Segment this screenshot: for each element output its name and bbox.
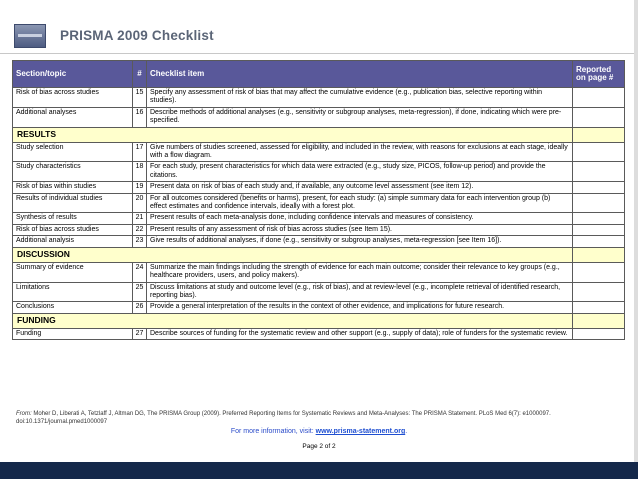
footer-bar <box>0 462 638 479</box>
section-row-funding <box>13 313 625 328</box>
row-reported-cell[interactable] <box>573 107 625 127</box>
table-row <box>13 236 625 247</box>
table-row <box>13 224 625 235</box>
row-section: Additional analyses <box>13 107 133 127</box>
section-row-discussion <box>13 247 625 262</box>
row-item: Give results of additional analyses, if done (e.g., sensitivity or subgroup analyses, meta-regression [see Item 16]). <box>147 236 573 247</box>
row-section: Limitations <box>13 282 133 302</box>
row-reported-cell[interactable] <box>573 88 625 108</box>
row-number: 22 <box>133 224 147 235</box>
prisma-logo-icon <box>14 24 46 48</box>
row-reported-cell[interactable] <box>573 142 625 162</box>
more-info-text: For more information, visit: <box>230 428 314 435</box>
page-title: PRISMA 2009 Checklist <box>60 28 214 43</box>
row-number: 26 <box>133 302 147 313</box>
citation <box>16 411 626 426</box>
page-number: Page 2 of 2 <box>302 443 336 450</box>
prisma-website-link[interactable]: www.prisma-statement.org <box>315 428 406 435</box>
table-row <box>13 328 625 339</box>
row-item: Specify any assessment of risk of bias that may affect the cumulative evidence (e.g., publication bias, selective reporting within studies). <box>147 88 573 108</box>
section-title: RESULTS <box>13 127 573 142</box>
column-header-item: Checklist item <box>147 61 573 88</box>
row-number: 16 <box>133 107 147 127</box>
row-reported-cell[interactable] <box>573 162 625 182</box>
table-row <box>13 282 625 302</box>
column-header-number: # <box>133 61 147 88</box>
table-row <box>13 193 625 213</box>
table-row <box>13 213 625 224</box>
page-edge <box>634 0 638 462</box>
row-item: Give numbers of studies screened, assessed for eligibility, and included in the review, with reasons for exclusions at each stage, ideally with a flow diagram. <box>147 142 573 162</box>
citation-text: Moher D, Liberati A, Tetzlaff J, Altman DG, The PRISMA Group (2009). Preferred Reporting Items for Systematic Reviews and Meta-Analyses: The PRISMA Statement. PLoS Med 6(7): e1000097. doi:10.1371/journal.pmed1000097 <box>16 411 551 425</box>
row-section: Additional analysis <box>13 236 133 247</box>
row-number: 18 <box>133 162 147 182</box>
column-header-section: Section/topic <box>13 61 133 88</box>
row-number: 17 <box>133 142 147 162</box>
row-section: Conclusions <box>13 302 133 313</box>
table-row <box>13 302 625 313</box>
row-section: Synthesis of results <box>13 213 133 224</box>
header-divider <box>0 53 634 54</box>
row-reported-cell[interactable] <box>573 328 625 339</box>
citation-from-label: From: <box>16 411 32 417</box>
row-section: Results of individual studies <box>13 193 133 213</box>
row-item: Describe methods of additional analyses (e.g., sensitivity or subgroup analyses, meta-regression), if done, indicating which were pre-specified. <box>147 107 573 127</box>
row-item: Discuss limitations at study and outcome level (e.g., risk of bias), and at review-level (e.g., incomplete retrieval of identified research, reporting bias). <box>147 282 573 302</box>
row-reported-cell[interactable] <box>573 213 625 224</box>
page-header <box>0 0 638 56</box>
row-section: Summary of evidence <box>13 262 133 282</box>
more-info <box>0 428 638 435</box>
table-row <box>13 162 625 182</box>
table-row <box>13 262 625 282</box>
row-section: Study selection <box>13 142 133 162</box>
row-item: Provide a general interpretation of the results in the context of other evidence, and implications for future research. <box>147 302 573 313</box>
row-number: 24 <box>133 262 147 282</box>
section-title: DISCUSSION <box>13 247 573 262</box>
row-item: Present data on risk of bias of each study and, if available, any outcome level assessment (see item 12). <box>147 182 573 193</box>
table-header-row <box>13 61 625 88</box>
row-reported-cell[interactable] <box>573 236 625 247</box>
row-section: Funding <box>13 328 133 339</box>
row-reported-cell[interactable] <box>573 193 625 213</box>
table-row <box>13 88 625 108</box>
row-item: Summarize the main findings including the strength of evidence for each main outcome; consider their relevance to key groups (e.g., healthcare providers, users, and policy makers). <box>147 262 573 282</box>
table-row <box>13 182 625 193</box>
row-number: 20 <box>133 193 147 213</box>
row-number: 25 <box>133 282 147 302</box>
row-item: For each study, present characteristics for which data were extracted (e.g., study size, PICOS, follow-up period) and provide the citations. <box>147 162 573 182</box>
row-reported-cell[interactable] <box>573 302 625 313</box>
row-number: 19 <box>133 182 147 193</box>
row-section: Risk of bias across studies <box>13 88 133 108</box>
row-reported-cell[interactable] <box>573 262 625 282</box>
row-item: Describe sources of funding for the systematic review and other support (e.g., supply of data); role of funders for the systematic review. <box>147 328 573 339</box>
row-reported-cell[interactable] <box>573 282 625 302</box>
row-number: 23 <box>133 236 147 247</box>
more-info-suffix: . <box>405 428 408 435</box>
row-item: Present results of each meta-analysis done, including confidence intervals and measures of consistency. <box>147 213 573 224</box>
row-item: For all outcomes considered (benefits or harms), present, for each study: (a) simple summary data for each intervention group (b) effect estimates and confidence intervals, ideally with a forest plot. <box>147 193 573 213</box>
checklist-table <box>12 60 625 340</box>
row-section: Risk of bias across studies <box>13 224 133 235</box>
table-row <box>13 107 625 127</box>
row-number: 27 <box>133 328 147 339</box>
row-section: Risk of bias within studies <box>13 182 133 193</box>
column-header-reported: Reported on page # <box>573 61 625 88</box>
row-reported-cell[interactable] <box>573 224 625 235</box>
row-number: 21 <box>133 213 147 224</box>
row-number: 15 <box>133 88 147 108</box>
table-row <box>13 142 625 162</box>
row-section: Study characteristics <box>13 162 133 182</box>
row-item: Present results of any assessment of risk of bias across studies (see Item 15). <box>147 224 573 235</box>
row-reported-cell[interactable] <box>573 182 625 193</box>
section-title: FUNDING <box>13 313 573 328</box>
section-row-results <box>13 127 625 142</box>
